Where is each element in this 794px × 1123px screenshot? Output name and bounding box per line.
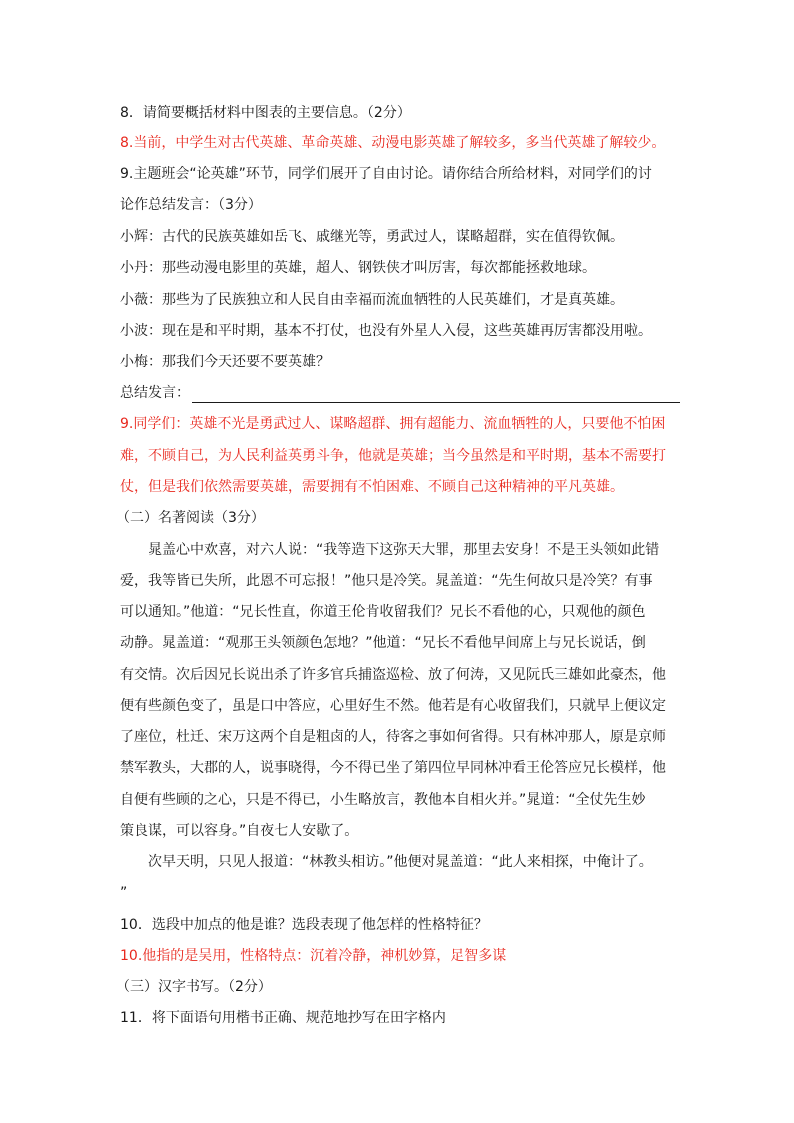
speaker-xiaobo: 小波：现在是和平时期，基本不打仗，也没有外星人入侵，这些英雄再厉害都没用啦。 bbox=[120, 323, 652, 339]
q9-answer-line3: 仗，但是我们依然需要英雄，需要拥有不怕困难、不顾自己这种精神的平凡英雄。 bbox=[120, 479, 624, 495]
speaker-xiaomei: 小梅：那我们今天还要不要英雄？ bbox=[120, 354, 330, 370]
q9-question-line1: 9.主题班会“论英雄”环节，同学们展开了自由讨论。请你结合所给材料，对同学们的讨 bbox=[120, 166, 652, 182]
q10-answer: 10.他指的是吴用，性格特点：沉着冷静，神机妙算，足智多谋 bbox=[120, 948, 507, 964]
speaker-xiaodan: 小丹：那些动漫电影里的英雄，超人、钢铁侠才叫厉害，每次都能拯救地球。 bbox=[120, 260, 596, 276]
passage-line: 自便有些顾的之心，只是不得已，小生略放言，教他本自相火并。”晁道：“全仗先生妙 bbox=[120, 792, 646, 808]
speaker-xiaohui: 小辉：古代的民族英雄如岳飞、戚继光等，勇武过人，谋略超群，实在值得钦佩。 bbox=[120, 229, 624, 245]
passage-line: 了座位，杜迁、宋万这两个自是粗卤的人，待客之事如何省得。只有林冲那人，原是京师 bbox=[120, 729, 666, 745]
q9-question-line2: 论作总结发言：（3分） bbox=[120, 197, 262, 213]
q8-answer: 8.当前，中学生对古代英雄、革命英雄、动漫电影英雄了解较多，多当代英雄了解较少。 bbox=[120, 135, 666, 151]
passage-line: 策良谋，可以容身。”自夜七人安歇了。 bbox=[120, 823, 359, 839]
passage-line: 便有些颜色变了，虽是口中答应，心里好生不然。他若是有心收留我们，只就早上便议定 bbox=[120, 698, 666, 714]
passage-line: 爱，我等皆已失所，此恩不可忘报！”他只是冷笑。晁盖道：“先生何故只是冷笑？有事 bbox=[120, 573, 653, 589]
passage-line: 可以通知。”他道：“兄长性直，你道王伦肯收留我们？兄长不看他的心，只观他的颜色 bbox=[120, 604, 646, 620]
passage-line: 禁军教头，大郡的人，说事晓得，今不得已坐了第四位早同林冲看王伦答应兄长模样，他 bbox=[120, 760, 666, 776]
summary-line bbox=[120, 383, 680, 403]
q9-answer-line1: 9.同学们：英雄不光是勇武过人、谋略超群、拥有超能力、流血牺牲的人，只要他不怕困 bbox=[120, 416, 666, 432]
passage2-line2: ” bbox=[120, 885, 128, 901]
q9-answer-line2: 难，不顾自己，为人民利益英勇斗争，他就是英雄；当今虽然是和平时期，基本不需要打 bbox=[120, 448, 666, 464]
passage2-line1: 次早天明，只见人报道：“林教头相访。”他便对晁盖道：“此人来相探，中俺计了。 bbox=[148, 854, 653, 870]
summary-label: 总结发言： bbox=[120, 385, 190, 401]
section3-heading: （三）汉字书写。（2分） bbox=[116, 979, 272, 995]
q8-question: 8．请简要概括材料中图表的主要信息。（2分） bbox=[120, 105, 411, 121]
answer-blank-line bbox=[192, 388, 680, 403]
passage-line: 有交情。次后因兄长说出杀了许多官兵捕盗巡检、放了何涛，又见阮氏三雄如此豪杰，他 bbox=[120, 667, 666, 683]
q10-question: 10．选段中加点的他是谁？选段表现了他怎样的性格特征？ bbox=[120, 917, 488, 933]
q11-question: 11．将下面语句用楷书正确、规范地抄写在田字格内 bbox=[120, 1010, 446, 1026]
passage-line: 动静。晁盖道：“观那王头领颜色怎地？”他道：“兄长不看他早间席上与兄长说话，倒 bbox=[120, 635, 646, 651]
section2-heading: （二）名著阅读（3分） bbox=[116, 510, 265, 526]
speaker-xiaowei: 小薇：那些为了民族独立和人民自由幸福而流血牺牲的人民英雄们，才是真英雄。 bbox=[120, 292, 624, 308]
passage-line: 晁盖心中欢喜，对六人说：“我等造下这弥天大罪，那里去安身！不是王头领如此错 bbox=[148, 542, 660, 558]
